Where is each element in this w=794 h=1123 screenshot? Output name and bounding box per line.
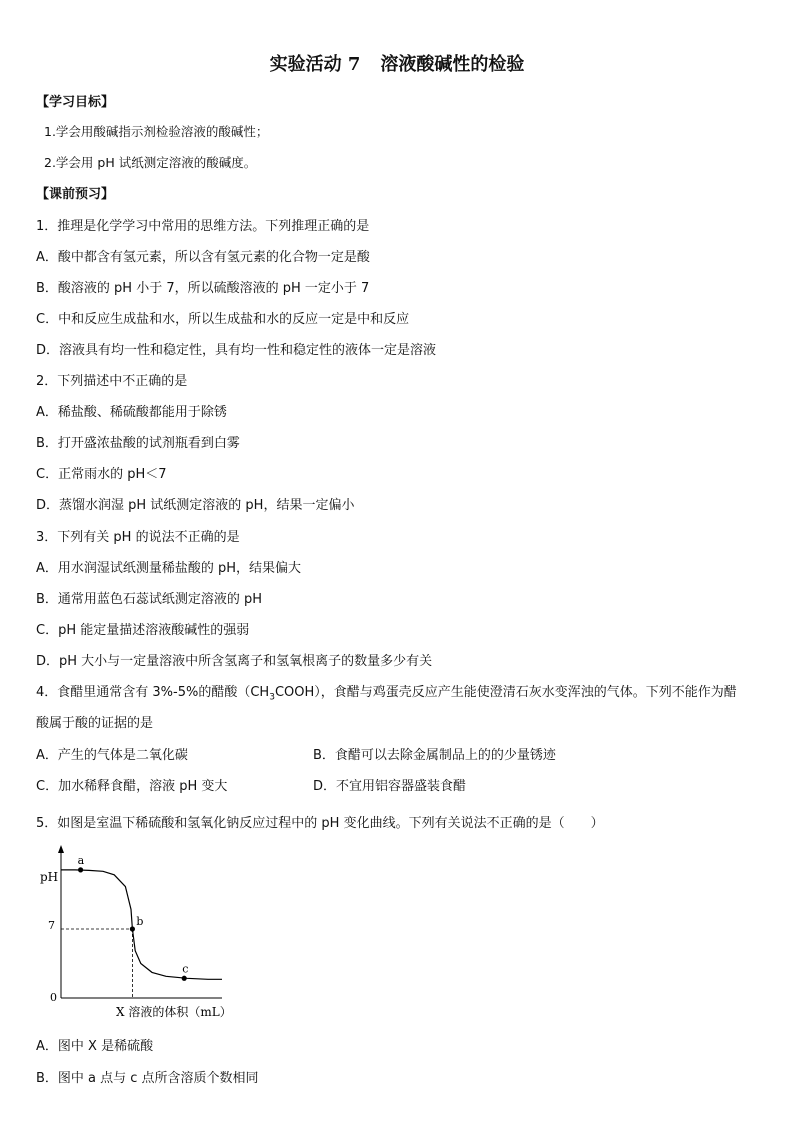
q1-option-d: D．溶液具有均一性和稳定性，具有均一性和稳定性的液体一定是溶液 [36, 343, 437, 358]
point-label-c: c [182, 962, 189, 976]
goal-item-1: 1.学会用酸碱指示剂检验溶液的酸碱性； [44, 124, 269, 139]
section-goals: 【学习目标】 [36, 95, 115, 110]
q3-option-d: D．pH 大小与一定量溶液中所含氢离子和氢氧根离子的数量多少有关 [36, 654, 433, 669]
point-label-b: b [136, 915, 144, 928]
q4-option-b: B．食醋可以去除金属制品上的的少量锈迹 [313, 748, 556, 763]
q5-stem: 5．如图是室温下稀硫酸和氢氧化钠反应过程中的 pH 变化曲线。下列有关说法不正确的是（ ） [36, 816, 604, 831]
point-label-a: a [77, 853, 85, 867]
q3-option-a: A．用水润湿试纸测量稀盐酸的 pH，结果偏大 [36, 561, 302, 576]
q4-stem-part1: 4．食醋里通常含有 3%-5%的醋酸（CH [36, 685, 270, 700]
q5-option-b: B．图中 a 点与 c 点所含溶质个数相同 [36, 1071, 259, 1086]
title-activity: 实验活动 7 [269, 54, 361, 75]
q2-option-b: B．打开盛浓盐酸的试剂瓶看到白雾 [36, 436, 240, 451]
q1-option-a: A．酸中都含有氢元素，所以含有氢元素的化合物一定是酸 [36, 250, 370, 265]
q4-stem-part2: COOH），食醋与鸡蛋壳反应产生能使澄清石灰水变浑浊的气体。下列不能作为醋 [274, 685, 737, 700]
point-a [78, 867, 83, 872]
q4-stem-subscript: 3 [269, 692, 275, 703]
q5-option-a: A．图中 X 是稀硫酸 [36, 1039, 154, 1054]
q2-stem: 2．下列描述中不正确的是 [36, 374, 188, 389]
q1-option-b: B．酸溶液的 pH 小于 7，所以硫酸溶液的 pH 一定小于 7 [36, 281, 370, 296]
point-c [182, 976, 187, 981]
q1-option-c: C．中和反应生成盐和水，所以生成盐和水的反应一定是中和反应 [36, 312, 410, 327]
q2-option-d: D．蒸馏水润湿 pH 试纸测定溶液的 pH，结果一定偏小 [36, 498, 355, 513]
q3-option-c: C．pH 能定量描述溶液酸碱性的强弱 [36, 623, 250, 638]
ph-curve-chart [34, 843, 264, 1025]
x-axis-label: X 溶液的体积（mL） [116, 1005, 232, 1019]
q4-stem-line2: 酸属于酸的证据的是 [36, 716, 154, 731]
q4-option-d: D．不宜用铝容器盛装食醋 [313, 779, 467, 794]
section-preview: 【课前预习】 [36, 187, 115, 202]
q4-option-c: C．加水稀释食醋，溶液 pH 变大 [36, 779, 228, 794]
page-title [0, 50, 794, 76]
origin-label: 0 [50, 991, 57, 1004]
goal-item-2: 2.学会用 pH 试纸测定溶液的酸碱度。 [44, 155, 257, 170]
q1-stem: 1．推理是化学学习中常用的思维方法。下列推理正确的是 [36, 219, 370, 234]
q4-stem [36, 681, 737, 703]
q2-option-c: C．正常雨水的 pH＜7 [36, 467, 167, 482]
y-tick-label: 7 [48, 919, 55, 932]
q2-option-a: A．稀盐酸、稀硫酸都能用于除锈 [36, 405, 227, 420]
point-b [130, 926, 135, 931]
q3-stem: 3．下列有关 pH 的说法不正确的是 [36, 530, 240, 545]
y-axis-label: pH [40, 870, 59, 884]
q4-option-a: A．产生的气体是二氧化碳 [36, 748, 188, 763]
q3-option-b: B．通常用蓝色石蕊试纸测定溶液的 pH [36, 592, 263, 607]
y-axis-arrow [58, 845, 64, 853]
title-topic: 溶液酸碱性的检验 [380, 54, 525, 75]
